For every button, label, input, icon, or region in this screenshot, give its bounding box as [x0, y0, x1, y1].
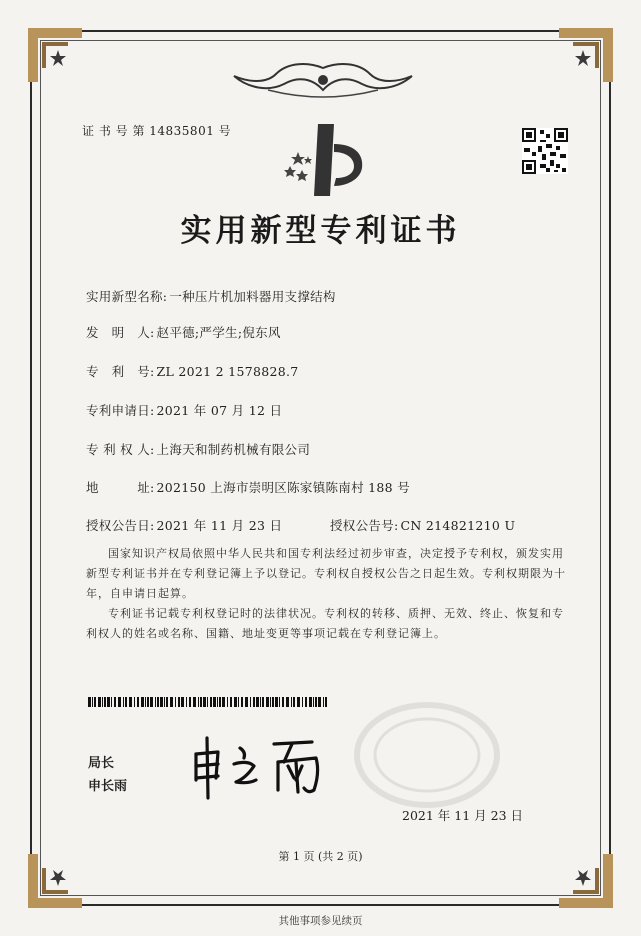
utility-model-name-label: 实用新型名称: [86, 289, 168, 304]
director-name: 申长雨 [88, 779, 128, 794]
statement-paragraph-1: 国家知识产权局依照中华人民共和国专利法经过初步审查，决定授予专利权，颁发实用新型专利证书并在专利登记簿上予以登记。专利权自授权公告之日起生效。专利权期限为十年，自申请日起算。 [86, 547, 566, 600]
address-row [86, 478, 410, 496]
handwritten-signature [188, 732, 338, 802]
inventor-row [86, 323, 281, 341]
application-date-value: 2021 年 07 月 12 日 [156, 403, 283, 418]
grant-date-value: 2021 年 11 月 23 日 [156, 518, 283, 533]
patent-number-value: ZL 2021 2 1578828.7 [156, 364, 299, 379]
statement-paragraph-2: 专利证书记载专利权登记时的法律状况。专利权的转移、质押、无效、终止、恢复和专利权人的姓名或名称、国籍、地址变更等事项记载在专利登记簿上。 [86, 607, 564, 640]
inventor-label: 发 明 人: [86, 325, 155, 340]
utility-model-name-value: 一种压片机加料器用支撑结构 [169, 289, 336, 304]
patentee-value: 上海天和制药机械有限公司 [156, 442, 311, 457]
watermark-seal-icon [352, 700, 502, 810]
address-value: 202150 上海市崇明区陈家镇陈南村 188 号 [156, 480, 411, 495]
certificate-number: 证 书 号 第 14835801 号 [82, 124, 232, 138]
patent-number-label: 专 利 号: [86, 364, 155, 379]
issue-date: 2021 年 11 月 23 日 [402, 808, 523, 823]
grant-number-value: CN 214821210 U [400, 518, 516, 533]
barcode-icon [88, 697, 330, 707]
patent-number-row [86, 362, 298, 380]
patent-office-emblem-icon [278, 122, 378, 202]
application-date-label: 专利申请日: [86, 403, 155, 418]
top-ornament-icon [228, 60, 418, 100]
page-number: 第 1 页 (共 2 页) [278, 850, 363, 863]
grant-number-row [330, 516, 515, 534]
footer-note: 其他事项参见续页 [278, 915, 363, 927]
utility-model-name-row [86, 287, 336, 305]
grant-number-label: 授权公告号: [330, 518, 399, 533]
star-corner-ornament-icon [559, 28, 613, 82]
director-title: 局长 [88, 756, 115, 771]
address-label: 地 址: [86, 480, 155, 495]
application-date-row [86, 401, 282, 419]
inventor-value: 赵平德;严学生;倪东风 [156, 325, 281, 340]
qr-code-icon [522, 128, 568, 174]
grant-date-row [86, 516, 282, 534]
star-corner-ornament-icon [28, 28, 82, 82]
certificate-title: 实用新型专利证书 [180, 213, 461, 249]
grant-date-label: 授权公告日: [86, 518, 155, 533]
patentee-label: 专 利 权 人: [86, 442, 155, 457]
patentee-row [86, 440, 310, 458]
